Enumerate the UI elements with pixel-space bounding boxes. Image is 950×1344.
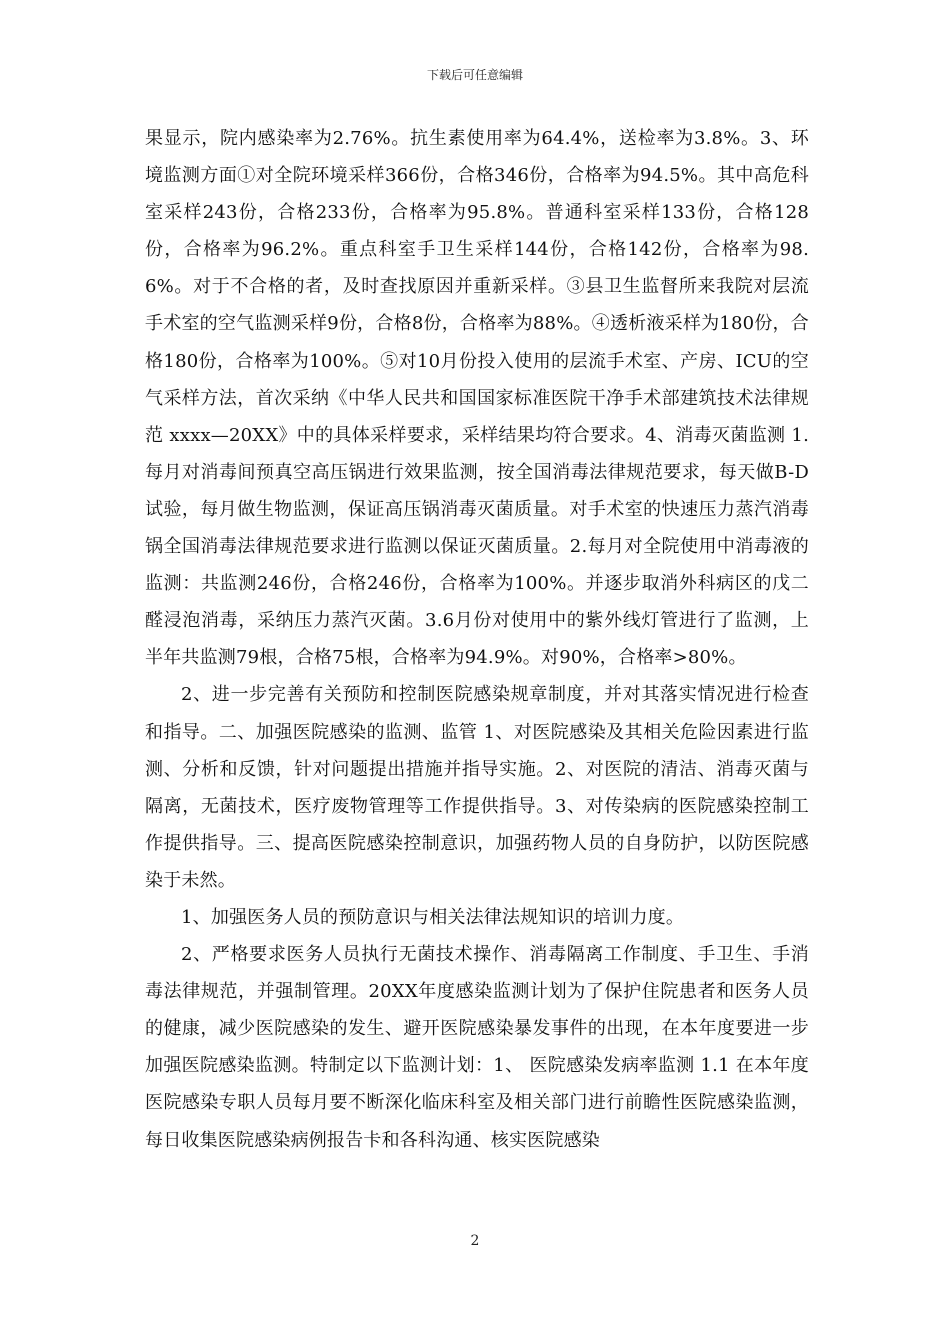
paragraph-regulations: 2、进一步完善有关预防和控制医院感染规章制度，并对其落实情况进行检查和指导。二、加强医院感染的监测、监管 1、对医院感染及其相关危险因素进行监测、分析和反馈，针对问题提出措施并指导实施。2、对医院的清洁、消毒灭菌与隔离，无菌技术，医疗废物管理等工作提供指导。3、对传染病的医院感染控制工作提供指导。三、提高医院感染控制意识，加强药物人员的自身防护，以防医院感染于未然。 [145, 684, 809, 891]
paragraph-continuation: 果显示，院内感染率为2.76%。抗生素使用率为64.4%，送检率为3.8%。3、环境监测方面①对全院环境采样366份，合格346份，合格率为94.5%。其中高危科室采样243份，合格233份，合格率为95.8%。普通科室采样133份，合格128份，合格率为96.2%。重点科室手卫生采样144份，合格142份，合格率为98.6%。对于不合格的者，及时查找原因并重新采样。③县卫生监督所来我院对层流手术室的空气监测采样9份，合格8份，合格率为88%。④透析液采样为180份，合格180份，合格率为100%。⑤对10月份投入使用的层流手术室、产房、ICU的空气采样方法，首次采纳《中华人民共和国国家标准医院干净手术部建筑技术法律规范 xxxx—20XX》中的具体采样要求，采样结果均符合要求。4、消毒灭菌监测 1.每月对消毒间预真空高压锅进行效果监测，按全国消毒法律规范要求，每天做B-D试验，每月做生物监测，保证高压锅消毒灭菌质量。对手术室的快速压力蒸汽消毒锅全国消毒法律规范要求进行监测以保证灭菌质量。2.每月对全院使用中消毒液的监测：共监测246份，合格246份，合格率为100%。并逐步取消外科病区的戊二醛浸泡消毒，采纳压力蒸汽灭菌。3.6月份对使用中的紫外线灯管进行了监测，上半年共监测79根，合格75根，合格率为94.9%。对90%，合格率>80%。 [145, 128, 809, 669]
page-header: 下载后可任意编辑 [426, 68, 523, 82]
paragraph-training: 1、加强医务人员的预防意识与相关法律法规知识的培训力度。 [181, 906, 685, 928]
paragraph-monitoring-plan: 2、严格要求医务人员执行无菌技术操作、消毒隔离工作制度、手卫生、手消毒法律规范，并强制管理。20XX年度感染监测计划为了保护住院患者和医务人员的健康，减少医院感染的发生、避开医院感染暴发事件的出现，在本年度要进一步加强医院感染监测。特制定以下监测计划：1、 医院感染发病率监测 1.1 在本年度医院感染专职人员每月要不断深化临床科室及相关部门进行前瞻性医院感染监测，每日收集医院感染病例报告卡和各科沟通、核实医院感染 [145, 944, 809, 1151]
document-body [145, 120, 809, 1159]
page-number: 2 [470, 1233, 480, 1249]
